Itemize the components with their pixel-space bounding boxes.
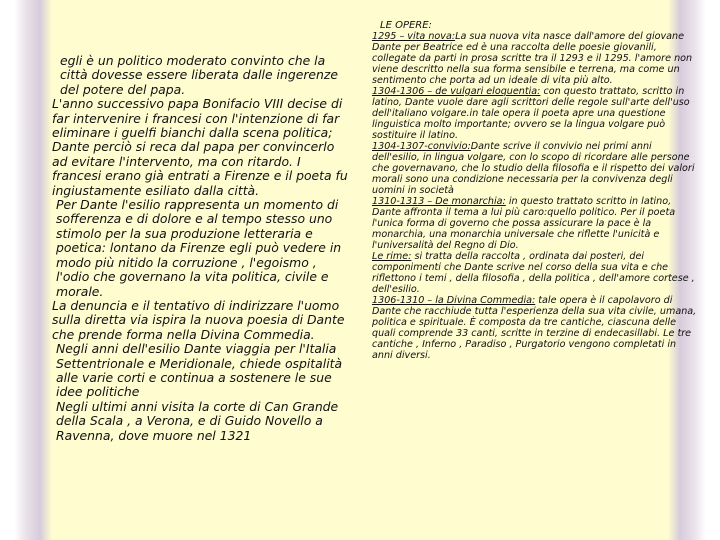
work-vita-nova bbox=[372, 31, 698, 86]
paragraph-bonifacio: L'anno successivo papa Bonifacio VIII decise di far intervenire i francesi con l'intenzione di far eliminare i guelfi bianchi dalla scena politica; Dante perciò si reca dal papa per convincerlo ad evitare l'intervento, ma con ritardo. I francesi erano già entrati a Firenze e il poeta fu ingiustamente esiliato dalla città. bbox=[52, 96, 348, 198]
work-title: 1304-1307-convivio: bbox=[372, 141, 471, 152]
work-divina-commedia bbox=[372, 295, 698, 361]
works-heading: LE OPERE: bbox=[380, 20, 432, 31]
work-title: 1295 – vita nova: bbox=[372, 31, 456, 42]
work-text: tale opera è il capolavoro di Dante che racchiude tutta l'esperienza della sua vita civile, umana, politica e spirituale. È composta da tre cantiche, ciascuna delle quali comprende 33 canti, scritte in terzine di endecasillabi. Le tre cantiche , Inferno , Paradiso , Purgatorio vengono completati in anni diversi. bbox=[372, 295, 697, 361]
paragraph-politics: egli è un politico moderato convinto che la città dovesse essere liberata dalle ingerenze del potere del papa. bbox=[60, 53, 339, 97]
left-column bbox=[52, 54, 352, 443]
work-text: con questo trattato, scritto in latino, Dante vuole dare agli scrittori delle regole sull'arte dell'uso dell'italiano volgare.in tale opera il poeta apre una questione linguistica molto importante; ovvero se la lingua volgare può sostituire il latino. bbox=[372, 86, 690, 141]
work-title: Le rime: bbox=[372, 251, 412, 262]
work-de-monarchia bbox=[372, 196, 698, 251]
paragraph-denuncia: La denuncia e il tentativo di indirizzare l'uomo sulla diretta via ispira la nuova poesia di Dante che prende forma nella Divina Commedia. bbox=[52, 297, 345, 342]
right-column bbox=[372, 20, 698, 361]
work-text: in questo trattato scritto in latino, Dante affronta il tema a lui più caro:quello politico. Per il poeta l'unica forma di governo che possa assicurare la pace è la monarchia, una monarchia universale che riflette l'unicità e l'universalità del Regno di Dio. bbox=[372, 196, 676, 251]
paragraph-exile-meaning: Per Dante l'esilio rappresenta un momento di sofferenza e di dolore e al tempo stesso uno stimolo per la sua produzione letteraria e poetica: lontano da Firenze egli può vedere in modo più nitido la corruzione , l'egoismo , l'odio che governano la vita politica, civile e morale. bbox=[56, 197, 342, 299]
work-title: 1306-1310 – la Divina Commedia: bbox=[372, 295, 536, 306]
work-title: 1310-1313 – De monarchia: bbox=[372, 196, 506, 207]
work-de-vulgari bbox=[372, 86, 698, 141]
work-rime bbox=[372, 251, 698, 295]
work-text: Dante scrive il convivio nei primi anni dell'esilio, in lingua volgare, con lo scopo di ricordare alle persone che governavano, che lo studio della filosofia e il rispetto dei valori morali sono una condizione necessaria per la convivenza degli uomini in società bbox=[372, 141, 695, 196]
work-convivio bbox=[372, 141, 698, 196]
work-text: si tratta della raccolta , ordinata dai posteri, dei componimenti che Dante scrive nel corso della sua vita e che riflettono i temi , della filosofia , della politica , dell'amore cortese , dell'esilio. bbox=[372, 251, 695, 295]
work-text: La sua nuova vita nasce dall'amore del giovane Dante per Beatrice ed è una raccolta delle poesie giovanili, collegate da parti in prosa scritte tra il 1293 e il 1295. l'amore non viene descritto nella sua forma sensibile e terrena, ma come un sentimento che porta ad un ideale di vita più alto. bbox=[372, 31, 693, 86]
work-title: 1304-1306 – de vulgari eloquentia: bbox=[372, 86, 541, 97]
paragraph-travels: Negli anni dell'esilio Dante viaggia per l'Italia Settentrionale e Meridionale, chiede ospitalità alle varie corti e continua a sostenere le sue idee politiche bbox=[56, 341, 343, 400]
paragraph-last-years: Negli ultimi anni visita la corte di Can Grande della Scala , a Verona, e di Guido Novello a Ravenna, dove muore nel 1321 bbox=[56, 398, 339, 443]
